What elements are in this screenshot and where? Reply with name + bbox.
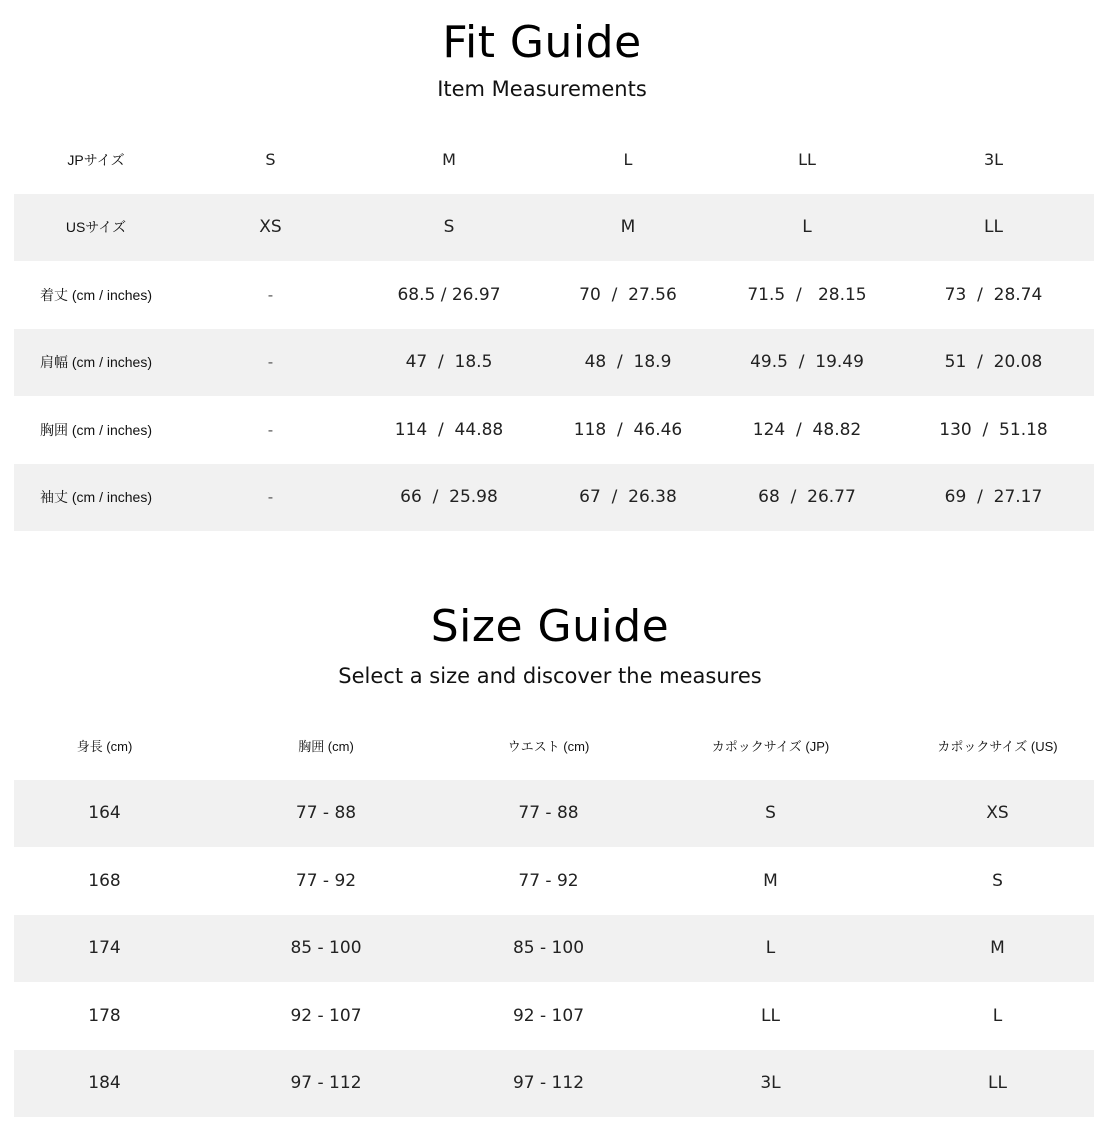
size-guide-cell: L: [992, 1005, 1003, 1026]
size-guide-cell: 77 - 92: [518, 870, 579, 891]
size-guide-row: [14, 1050, 1094, 1118]
fit-guide-cell: 49.5 / 19.49: [721, 329, 893, 397]
fit-guide-cell: 114 / 44.88: [394, 419, 504, 440]
fit-guide-cell: L: [623, 150, 633, 170]
size-guide-cell: M: [901, 915, 1094, 983]
size-guide-cell: 92 - 107: [290, 1005, 362, 1026]
size-guide-subtitle: Select a size and discover the measures: [338, 664, 762, 688]
fit-guide-cell: 66 / 25.98: [363, 464, 535, 532]
fit-guide-cell: S: [363, 194, 535, 262]
size-guide-cell: 85 - 100: [457, 915, 640, 983]
fit-guide-cell: LL: [798, 150, 816, 170]
size-guide-row: [14, 982, 1094, 1050]
size-guide-cell: S: [640, 780, 901, 848]
size-guide-cell: XS: [901, 780, 1094, 848]
fit-guide-cell: 73 / 28.74: [944, 284, 1043, 305]
fit-guide-cell: 68.5 / 26.97: [397, 284, 501, 305]
fit-guide-cell: 51 / 20.08: [893, 329, 1094, 397]
size-guide-cell: 3L: [640, 1050, 901, 1118]
size-guide-cell: 174: [14, 915, 195, 983]
fit-guide-row-label: 着丈 (cm / inches): [39, 286, 152, 303]
size-guide-column-header: 身長 (cm): [76, 739, 133, 755]
size-guide-column-header: 胸囲 (cm): [298, 739, 354, 755]
fit-guide-subtitle: Item Measurements: [437, 77, 647, 101]
size-guide-table: [14, 712, 1094, 1117]
size-guide-cell: 97 - 112: [195, 1050, 457, 1118]
size-guide-cell: LL: [761, 1005, 780, 1026]
fit-guide-cell: 71.5 / 28.15: [747, 284, 867, 305]
size-guide-cell: 77 - 88: [457, 780, 640, 848]
fit-guide-cell: M: [535, 194, 721, 262]
fit-guide-title: Fit Guide: [442, 17, 642, 68]
size-guide-cell: 77 - 92: [295, 870, 357, 891]
size-guide-cell: LL: [901, 1050, 1094, 1118]
size-guide-cell: 178: [88, 1005, 121, 1026]
fit-guide-row-label: USサイズ: [14, 194, 178, 262]
fit-guide-row: [14, 464, 1094, 532]
fit-guide-row: [14, 329, 1094, 397]
fit-guide-cell: 118 / 46.46: [573, 419, 683, 440]
fit-guide-row-label: JPサイズ: [67, 151, 125, 168]
fit-guide-cell: M: [442, 150, 456, 170]
fit-guide-row: [14, 396, 1094, 464]
fit-guide-row: [14, 261, 1094, 329]
fit-guide-cell: 130 / 51.18: [939, 419, 1048, 440]
fit-guide-cell: 67 / 26.38: [535, 464, 721, 532]
size-guide-title: Size Guide: [430, 601, 670, 652]
fit-guide-cell: -: [178, 329, 363, 397]
size-guide-cell: S: [992, 870, 1003, 891]
fit-guide-row-label: 袖丈 (cm / inches): [14, 464, 178, 532]
fit-guide-cell: L: [721, 194, 893, 262]
fit-guide-row: [14, 194, 1094, 262]
fit-guide-cell: -: [267, 285, 274, 304]
fit-guide-row: [14, 126, 1094, 194]
size-guide-row: [14, 915, 1094, 983]
size-guide-row: [14, 780, 1094, 848]
size-guide-header-row: [14, 712, 1094, 780]
fit-guide-cell: 47 / 18.5: [363, 329, 535, 397]
fit-guide-cell: LL: [893, 194, 1094, 262]
size-guide-column-header: カポックサイズ (JP): [711, 739, 830, 755]
size-guide-cell: M: [763, 870, 778, 891]
size-guide-cell: 184: [14, 1050, 195, 1118]
fit-guide-cell: 68 / 26.77: [721, 464, 893, 532]
size-guide-cell: 92 - 107: [512, 1005, 585, 1026]
fit-guide-cell: S: [265, 150, 276, 170]
size-guide-row: [14, 847, 1094, 915]
size-guide-cell: 164: [14, 780, 195, 848]
fit-guide-cell: 124 / 48.82: [752, 419, 862, 440]
fit-guide-cell: 69 / 27.17: [893, 464, 1094, 532]
fit-guide-cell: -: [178, 464, 363, 532]
size-guide-cell: 97 - 112: [457, 1050, 640, 1118]
size-guide-cell: 77 - 88: [195, 780, 457, 848]
fit-guide-row-label: 肩幅 (cm / inches): [14, 329, 178, 397]
fit-guide-cell: XS: [178, 194, 363, 262]
size-guide-cell: 85 - 100: [195, 915, 457, 983]
fit-guide-cell: 48 / 18.9: [535, 329, 721, 397]
size-guide-column-header: ウエスト (cm): [507, 739, 590, 755]
fit-guide-row-label: 胸囲 (cm / inches): [39, 421, 152, 438]
fit-guide-cell: 3L: [983, 150, 1004, 170]
fit-guide-cell: 70 / 27.56: [579, 284, 677, 305]
size-guide-cell: L: [640, 915, 901, 983]
fit-guide-cell: -: [267, 420, 274, 439]
fit-guide-table: [14, 126, 1094, 531]
size-guide-cell: 168: [88, 870, 121, 891]
size-guide-column-header: カポックサイズ (US): [937, 739, 1058, 755]
